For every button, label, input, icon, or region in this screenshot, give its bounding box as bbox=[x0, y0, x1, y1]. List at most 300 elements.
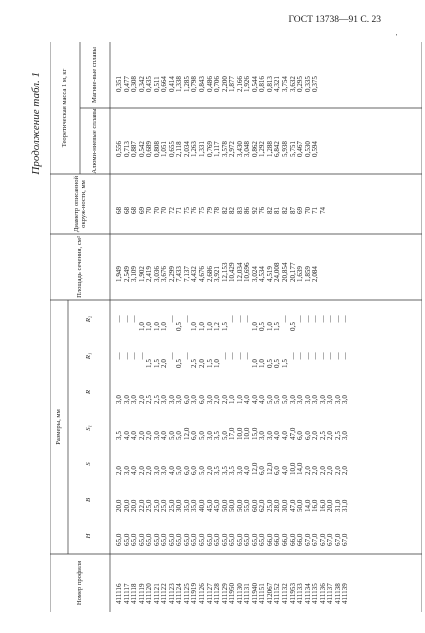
table-cell: 2,0 bbox=[333, 466, 342, 475]
table-cell: 45,0 bbox=[213, 499, 222, 512]
table-cell: 5,0 bbox=[273, 395, 282, 404]
header-area: Площадь сечения, см² bbox=[76, 236, 84, 298]
table-cell: 67,0 bbox=[318, 533, 327, 546]
table-cell: 411134 bbox=[303, 583, 312, 604]
table-cell: 24,008 bbox=[273, 262, 282, 282]
table-cell: 1,331 bbox=[198, 141, 207, 157]
table-cell: 2,034 bbox=[182, 141, 191, 157]
table-cell: 3,0 bbox=[122, 395, 131, 404]
table-cell: 0,530 bbox=[303, 141, 312, 157]
table-cell: 28,0 bbox=[273, 499, 282, 512]
table-cell: 70 bbox=[145, 206, 154, 214]
table-cell: 81 bbox=[273, 206, 282, 214]
table-cell: 15,0 bbox=[250, 427, 259, 440]
table-cell: 70 bbox=[152, 206, 161, 214]
table-cell: 411125 bbox=[182, 583, 191, 604]
table-cell: 0,375 bbox=[311, 76, 320, 92]
col-B bbox=[116, 488, 350, 512]
table-cell: 0,655 bbox=[167, 141, 176, 157]
table-cell: 411137 bbox=[326, 583, 335, 604]
table-cell: 35,0 bbox=[190, 499, 199, 512]
table-cell: 7,137 bbox=[182, 266, 191, 282]
table-cell: 3,430 bbox=[235, 141, 244, 157]
table-cell: 0,5 bbox=[273, 359, 282, 368]
table-cell: 1,0 bbox=[235, 395, 244, 404]
table-cell: 0,798 bbox=[190, 76, 199, 92]
table-cell: 35,0 bbox=[182, 499, 191, 512]
table-cell: — bbox=[130, 315, 139, 323]
table-cell: 30,0 bbox=[281, 499, 290, 512]
table-cell: 2,686 bbox=[205, 266, 214, 282]
table-cell: — bbox=[341, 315, 350, 323]
table-cell: 0,5 bbox=[288, 322, 297, 331]
table-cell: 0,556 bbox=[115, 141, 123, 157]
table-cell: 4,0 bbox=[243, 395, 252, 404]
table-cell: 1,0 bbox=[250, 359, 259, 368]
table-cell: 65,0 bbox=[190, 533, 199, 546]
table-cell: 75 bbox=[198, 206, 207, 214]
table-cell: 17,0 bbox=[228, 427, 237, 440]
table-cell: 1,263 bbox=[190, 141, 199, 157]
table-cell: 6,0 bbox=[296, 431, 305, 440]
table-cell: 3,0 bbox=[326, 395, 335, 404]
table-cell: — bbox=[281, 315, 290, 323]
table-cell: 2,166 bbox=[235, 76, 244, 92]
table-cell: 20,0 bbox=[115, 499, 123, 512]
table-cell: 14,0 bbox=[296, 462, 305, 475]
table-cell: — bbox=[311, 315, 320, 323]
table-cell: 411151 bbox=[258, 583, 267, 604]
table-cell: 55,0 bbox=[243, 499, 252, 512]
table-cell: 3,0 bbox=[160, 395, 169, 404]
col-S bbox=[116, 451, 350, 475]
table-cell: — bbox=[303, 315, 312, 323]
table-cell: 20,0 bbox=[130, 499, 139, 512]
table-cell: — bbox=[243, 315, 252, 323]
table-cell: 3,0 bbox=[296, 395, 305, 404]
table-cell: 71 bbox=[311, 206, 320, 214]
table-cell: 78 bbox=[213, 206, 222, 214]
table-cell: 1,0 bbox=[160, 322, 169, 331]
table-cell: 0,467 bbox=[296, 141, 305, 157]
table-cell: 2,0 bbox=[205, 466, 214, 475]
table-cell: 69 bbox=[296, 206, 305, 214]
table-cell: 5,0 bbox=[167, 431, 176, 440]
table-cell: 1,288 bbox=[265, 141, 274, 157]
table-cell: 67,0 bbox=[311, 533, 320, 546]
col-R1 bbox=[116, 344, 350, 368]
table-cell: 65,0 bbox=[250, 533, 259, 546]
table-cell: 6,0 bbox=[258, 466, 267, 475]
table-cell: 6,0 bbox=[198, 395, 207, 404]
table-cell: 65,0 bbox=[122, 533, 131, 546]
table-cell: 0,511 bbox=[152, 76, 161, 92]
table-cell: 2,0 bbox=[137, 466, 146, 475]
table-cell: 76 bbox=[258, 206, 267, 214]
table-cell: — bbox=[333, 352, 342, 360]
table-cell bbox=[335, 246, 343, 282]
table-cell: 1,5 bbox=[273, 322, 282, 331]
table-cell: 65,0 bbox=[205, 533, 214, 546]
table-cell: 65,0 bbox=[198, 533, 207, 546]
table-cell: 0,808 bbox=[152, 141, 161, 157]
table-cell: 14,0 bbox=[303, 499, 312, 512]
table-cell: 1,292 bbox=[258, 141, 267, 157]
table-cell: 3,0 bbox=[115, 395, 123, 404]
table-cell: 65,0 bbox=[167, 533, 176, 546]
table-cell: 411127 bbox=[205, 583, 214, 604]
table-cell: 411126 bbox=[198, 583, 207, 604]
table-cell: 2,0 bbox=[303, 466, 312, 475]
table-cell: 0,5 bbox=[175, 322, 184, 331]
table-cell: 5,0 bbox=[281, 395, 290, 404]
page-mark: ' bbox=[395, 33, 397, 41]
table-cell: 2,200 bbox=[220, 76, 229, 92]
table-cell: 4,321 bbox=[273, 76, 282, 92]
table-cell: 411132 bbox=[281, 583, 290, 604]
table-cell: 31,0 bbox=[341, 499, 350, 512]
table-cell: 4,676 bbox=[198, 266, 207, 282]
table-cell: 411124 bbox=[175, 583, 184, 604]
table-cell: 2,0 bbox=[326, 466, 335, 475]
table-cell: 2,5 bbox=[145, 395, 154, 404]
table-cell: 4,0 bbox=[258, 395, 267, 404]
table-cell: 12,0 bbox=[182, 427, 191, 440]
table-cell: 70 bbox=[303, 206, 312, 214]
table-cell: — bbox=[115, 352, 123, 360]
table-cell: 1,2 bbox=[213, 322, 222, 331]
table-cell: 3,676 bbox=[160, 266, 169, 282]
table-cell: 40,0 bbox=[198, 499, 207, 512]
table-cell: 411129 bbox=[220, 583, 229, 604]
table-cell: 20,177 bbox=[288, 262, 297, 282]
header-sizes: Размеры, мм bbox=[55, 409, 63, 445]
table-cell: 411131 bbox=[243, 583, 252, 604]
table-cell: 2,0 bbox=[137, 431, 146, 440]
table-cell: 0,689 bbox=[145, 141, 154, 157]
table-cell: 3,0 bbox=[311, 395, 320, 404]
table-cell: 2,299 bbox=[167, 266, 176, 282]
table-cell: 0,706 bbox=[213, 76, 222, 92]
table-cell: 5,0 bbox=[175, 431, 184, 440]
table-cell: 2,5 bbox=[318, 431, 327, 440]
table-cell bbox=[327, 123, 335, 157]
table-cell: 1,0 bbox=[145, 322, 154, 331]
table-cell: 411128 bbox=[213, 583, 222, 604]
table-cell: — bbox=[318, 352, 327, 360]
table-cell: 0,342 bbox=[137, 76, 146, 92]
table-cell: 3,5 bbox=[220, 466, 229, 475]
table-cell: 1,0 bbox=[228, 395, 237, 404]
table-cell: 69 bbox=[137, 206, 146, 214]
table-cell: 31,0 bbox=[333, 499, 342, 512]
table-cell: 12,034 bbox=[235, 262, 244, 282]
table-cell: 411152 bbox=[273, 583, 282, 604]
header-mass: Теоретическая масса 1 м, кг bbox=[61, 68, 69, 148]
table-cell: 0,295 bbox=[296, 76, 305, 92]
table-cell bbox=[335, 123, 343, 157]
table-cell: 45,0 bbox=[205, 499, 214, 512]
table-cell: 12,0 bbox=[265, 462, 274, 475]
table-cell: 3,5 bbox=[213, 466, 222, 475]
col-R2 bbox=[116, 307, 350, 331]
table-cell bbox=[327, 58, 335, 92]
table-cell: 3,048 bbox=[243, 141, 252, 157]
table-cell: 1,639 bbox=[296, 266, 305, 282]
table-cell: 411119 bbox=[137, 583, 146, 604]
table-cell: 2,0 bbox=[326, 431, 335, 440]
table-cell: 3,754 bbox=[281, 76, 290, 92]
table-cell: — bbox=[167, 315, 176, 323]
table-cell: 68 bbox=[115, 206, 123, 214]
table-cell: 68 bbox=[130, 206, 139, 214]
table-cell: — bbox=[115, 315, 123, 323]
table-cell: 411123 bbox=[167, 583, 176, 604]
table-cell: 0,542 bbox=[137, 141, 146, 157]
table-cell: 3,0 bbox=[265, 431, 274, 440]
table-cell bbox=[335, 192, 343, 214]
table-cell: 22,0 bbox=[137, 499, 146, 512]
table-cell: 47,0 bbox=[288, 499, 297, 512]
header-diameter: Диаметр описанной окруж-ности, мм bbox=[72, 175, 87, 233]
header-aluminium: Алюми-ниевые сплавы bbox=[91, 108, 99, 174]
table-cell: 10,0 bbox=[243, 427, 252, 440]
table-cell: 7,433 bbox=[175, 266, 184, 282]
table-cell: 2,5 bbox=[190, 359, 199, 368]
table-cell: 411135 bbox=[311, 583, 320, 604]
table-cell: 1,0 bbox=[137, 322, 146, 331]
table-cell: — bbox=[228, 352, 237, 360]
table-cell: 4,0 bbox=[160, 431, 169, 440]
table-cell: — bbox=[235, 352, 244, 360]
table-cell: — bbox=[318, 315, 327, 323]
table-cell: 50,0 bbox=[235, 499, 244, 512]
table-cell: 1,5 bbox=[145, 359, 154, 368]
table-cell: 4,0 bbox=[167, 466, 176, 475]
table-cell: 65,0 bbox=[243, 533, 252, 546]
table-cell: 1,859 bbox=[303, 266, 312, 282]
table-cell: 82 bbox=[281, 206, 290, 214]
table-cell: 411138 bbox=[333, 583, 342, 604]
table-cell bbox=[335, 58, 343, 92]
rotated-table-area bbox=[26, 42, 422, 612]
table-cell: 4,519 bbox=[265, 266, 274, 282]
table-cell: 1,338 bbox=[175, 76, 184, 92]
table-cell: 5,751 bbox=[288, 141, 297, 157]
table-cell: — bbox=[333, 315, 342, 323]
table-cell: 20,0 bbox=[122, 499, 131, 512]
table-cell: 0,544 bbox=[250, 76, 259, 92]
continuation-label: Продолжение табл. 1 bbox=[30, 72, 42, 175]
table-cell bbox=[342, 123, 350, 157]
table-cell: 10,429 bbox=[228, 262, 237, 282]
table-cell: 0,477 bbox=[122, 76, 131, 92]
header-S1: S₁ bbox=[85, 425, 93, 431]
col-R bbox=[116, 380, 350, 404]
table-cell: 1,902 bbox=[137, 266, 146, 282]
table-cell: 1,926 bbox=[243, 76, 252, 92]
table-cell: 0,335 bbox=[303, 76, 312, 92]
table-cell: — bbox=[326, 352, 335, 360]
table-cell bbox=[342, 58, 350, 92]
table-cell: 2,0 bbox=[318, 466, 327, 475]
table-cell: 92 bbox=[250, 206, 259, 214]
table-cell: 0,414 bbox=[167, 76, 176, 92]
table-cell: 3,0 bbox=[175, 395, 184, 404]
table-cell: 1,949 bbox=[115, 266, 123, 282]
table-cell: 2,5 bbox=[333, 431, 342, 440]
table-cell: 2,0 bbox=[160, 359, 169, 368]
table-cell: 3,0 bbox=[205, 431, 214, 440]
table-cell bbox=[327, 246, 335, 282]
table-cell: — bbox=[326, 315, 335, 323]
table-cell: — bbox=[182, 352, 191, 360]
table-cell: — bbox=[220, 352, 229, 360]
table-cell: 3,0 bbox=[122, 466, 131, 475]
table-cell: 65,0 bbox=[137, 533, 146, 546]
header-profile: Номер профиля bbox=[76, 560, 84, 606]
table-cell: 2,0 bbox=[198, 359, 207, 368]
table-cell: 4,0 bbox=[130, 431, 139, 440]
table-cell: 1,5 bbox=[152, 359, 161, 368]
table-cell: 4,432 bbox=[190, 266, 199, 282]
table-cell: 1,117 bbox=[213, 141, 222, 157]
table-cell: 10,0 bbox=[235, 427, 244, 440]
table-cell: 2,0 bbox=[115, 466, 123, 475]
table-cell: 411120 bbox=[145, 583, 154, 604]
col-S1 bbox=[116, 416, 350, 440]
table-cell: 6,842 bbox=[273, 141, 282, 157]
table-cell: 1,877 bbox=[228, 76, 237, 92]
table-cell: 20,854 bbox=[281, 262, 290, 282]
table-cell: — bbox=[122, 315, 131, 323]
table-cell: 65,0 bbox=[213, 533, 222, 546]
table-cell: 4,0 bbox=[130, 466, 139, 475]
table-cell: 3,109 bbox=[130, 266, 139, 282]
table-cell: 2,118 bbox=[175, 141, 184, 157]
table-cell: 0,5 bbox=[175, 359, 184, 368]
table-cell: 1,5 bbox=[220, 322, 229, 331]
table-cell: 20,0 bbox=[326, 499, 335, 512]
header-R: R bbox=[85, 389, 93, 395]
table-cell: 65,0 bbox=[145, 533, 154, 546]
table-cell: 411117 bbox=[122, 583, 131, 604]
table-cell: — bbox=[243, 352, 252, 360]
table-cell bbox=[320, 58, 328, 92]
table-cell: 2,0 bbox=[145, 431, 154, 440]
table-cell: 1,051 bbox=[160, 141, 169, 157]
table-cell: 25,0 bbox=[152, 499, 161, 512]
table-cell: 3,0 bbox=[190, 395, 199, 404]
table-cell: 411950 bbox=[228, 582, 237, 604]
table-cell: 411121 bbox=[152, 583, 161, 604]
header-magnesium: Магние-вые сплавы bbox=[91, 47, 99, 104]
table-cell: 5,0 bbox=[265, 395, 274, 404]
table-cell: 2,5 bbox=[152, 395, 161, 404]
table-cell: 66,0 bbox=[281, 533, 290, 546]
header-B: B bbox=[85, 497, 93, 503]
table-cell: 83 bbox=[235, 206, 244, 214]
table-cell: 16,0 bbox=[318, 499, 327, 512]
table-cell bbox=[342, 246, 350, 282]
col-area bbox=[116, 246, 350, 282]
table-cell: 2,084 bbox=[311, 266, 320, 282]
table-cell: 1,0 bbox=[213, 359, 222, 368]
table-cell: 0,769 bbox=[205, 141, 214, 157]
table-cell: 66,0 bbox=[296, 533, 305, 546]
col-diameter bbox=[116, 192, 350, 214]
col-magnesium bbox=[116, 58, 350, 92]
table-cell: 4,0 bbox=[281, 466, 290, 475]
table-cell: 411953 bbox=[288, 582, 297, 604]
table-cell: 6,0 bbox=[182, 466, 191, 475]
table-cell: — bbox=[167, 352, 176, 360]
table-cell: 65,0 bbox=[258, 533, 267, 546]
table-cell: — bbox=[122, 352, 131, 360]
table-cell: 12,0 bbox=[250, 462, 259, 475]
table-cell: 3,0 bbox=[258, 431, 267, 440]
table-cell: 411919 bbox=[190, 582, 199, 604]
table-cell: 3,0 bbox=[167, 395, 176, 404]
table-cell: 411122 bbox=[160, 583, 169, 604]
table-cell: 1,5 bbox=[205, 359, 214, 368]
table-cell: 411139 bbox=[341, 583, 350, 604]
table-cell: 50,0 bbox=[228, 499, 237, 512]
table-cell: 1,5 bbox=[281, 359, 290, 368]
table-cell: 0,816 bbox=[258, 76, 267, 92]
table-cell: 0,435 bbox=[145, 76, 154, 92]
table-cell: 0,713 bbox=[122, 141, 131, 157]
table-cell: 1,0 bbox=[152, 322, 161, 331]
table-cell: — bbox=[228, 315, 237, 323]
table-cell: 0,594 bbox=[311, 141, 320, 157]
table-cell: 2,0 bbox=[311, 466, 320, 475]
table-cell: 67,0 bbox=[326, 533, 335, 546]
table-cell: 65,0 bbox=[182, 533, 191, 546]
table-cell: 3,0 bbox=[303, 395, 312, 404]
table-cell: 3,0 bbox=[152, 466, 161, 475]
table-cell: 0,843 bbox=[198, 76, 207, 92]
table-cell: — bbox=[311, 352, 320, 360]
table-cell: 3,036 bbox=[152, 266, 161, 282]
table-cell: 87 bbox=[288, 206, 297, 214]
table-cell: — bbox=[137, 352, 146, 360]
table-cell: 411130 bbox=[235, 583, 244, 604]
table-cell: 0,862 bbox=[250, 141, 259, 157]
table-cell: 82 bbox=[220, 206, 229, 214]
col-H bbox=[116, 522, 350, 546]
table-cell: 67,0 bbox=[303, 533, 312, 546]
table-cell: 4,0 bbox=[243, 466, 252, 475]
table-cell: 3,5 bbox=[213, 431, 222, 440]
table-cell: 25,0 bbox=[145, 499, 154, 512]
page-header: ГОСТ 13738—91 С. 23 bbox=[288, 15, 381, 25]
table-cell: 0,351 bbox=[115, 76, 123, 92]
table-cell: 65,0 bbox=[160, 533, 169, 546]
table-cell: 3,0 bbox=[318, 395, 327, 404]
table-cell: 3,0 bbox=[235, 466, 244, 475]
table-cell: 65,0 bbox=[130, 533, 139, 546]
table-cell: 25,0 bbox=[160, 499, 169, 512]
header-S: S bbox=[85, 462, 93, 466]
table-cell: 3,5 bbox=[115, 431, 123, 440]
table-cell: 65,0 bbox=[115, 533, 123, 546]
table bbox=[50, 42, 422, 612]
table-cell: 0,486 bbox=[205, 76, 214, 92]
table-cell: 3,024 bbox=[250, 266, 259, 282]
table-cell: 82 bbox=[228, 206, 237, 214]
table-cell: 1,285 bbox=[182, 76, 191, 92]
